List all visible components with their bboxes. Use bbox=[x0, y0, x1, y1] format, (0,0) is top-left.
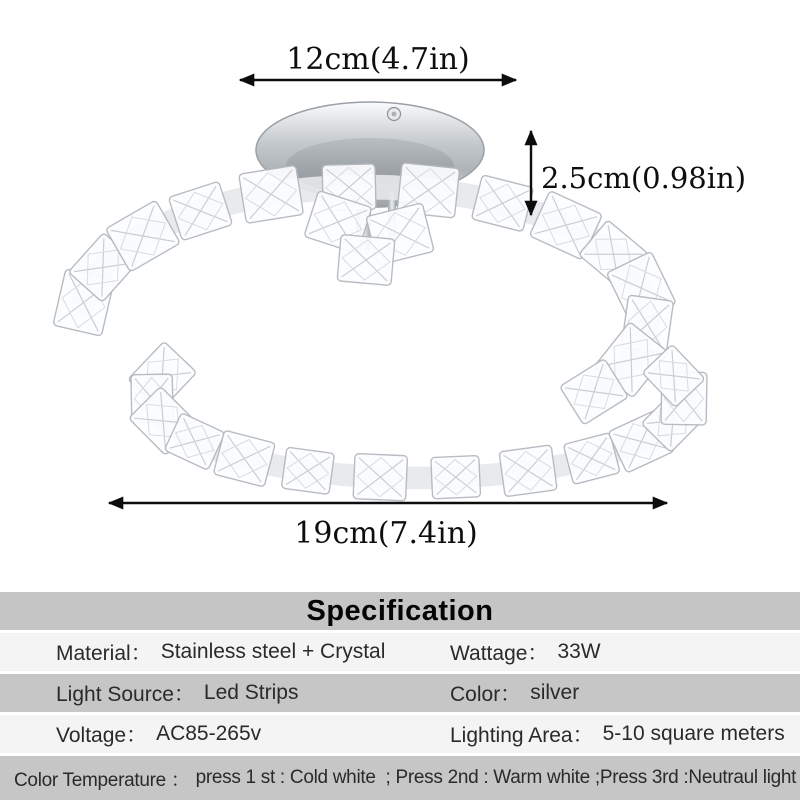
spec-label-lighting-area: Lighting Area： bbox=[450, 724, 594, 747]
spec-cell-color bbox=[450, 674, 579, 712]
spec-value-light-source: Led Strips bbox=[203, 681, 299, 704]
right-dimension-label: 2.5cm(0.98in) bbox=[541, 161, 747, 195]
spec-row-voltage-area bbox=[0, 715, 800, 753]
spec-cell-wattage bbox=[450, 633, 601, 671]
spec-label-material: Material： bbox=[56, 642, 152, 665]
bottom-dimension-label: 19cm(7.4in) bbox=[294, 516, 478, 551]
spec-value-voltage: AC85-265v bbox=[156, 722, 262, 745]
spec-row-material-wattage bbox=[0, 633, 800, 671]
spec-label-wattage: Wattage： bbox=[450, 642, 549, 665]
spec-label-light-source: Light Source： bbox=[56, 683, 195, 706]
spec-label-color-temperature: Color Temperature ： bbox=[14, 769, 190, 791]
spec-cell-lighting-area bbox=[450, 715, 785, 753]
dimension-width-bottom bbox=[109, 503, 667, 551]
canopy-screw bbox=[388, 108, 401, 121]
spec-cell-light-source bbox=[56, 674, 298, 712]
spec-cell-material bbox=[56, 633, 385, 671]
spec-value-material: Stainless steel + Crystal bbox=[160, 640, 386, 663]
spec-cell-voltage bbox=[56, 715, 261, 753]
spec-label-voltage: Voltage： bbox=[56, 724, 148, 747]
specification-title: Specification bbox=[0, 592, 800, 630]
dimension-width-top bbox=[240, 42, 516, 80]
spec-value-wattage: 33W bbox=[557, 640, 601, 663]
spec-value-color: silver bbox=[530, 681, 580, 704]
spec-value-lighting-area: 5-10 square meters bbox=[602, 722, 785, 745]
spec-row-lightsource-color bbox=[0, 674, 800, 712]
top-dimension-label: 12cm(4.7in) bbox=[286, 42, 470, 77]
spec-value-color-temperature: press 1 st : Cold white ; Press 2nd : Warm white ;Press 3rd :Neutraul light bbox=[195, 767, 797, 788]
specification-table bbox=[0, 592, 800, 791]
spec-row-color-temperature bbox=[0, 756, 800, 800]
spec-label-color: Color： bbox=[450, 683, 522, 706]
